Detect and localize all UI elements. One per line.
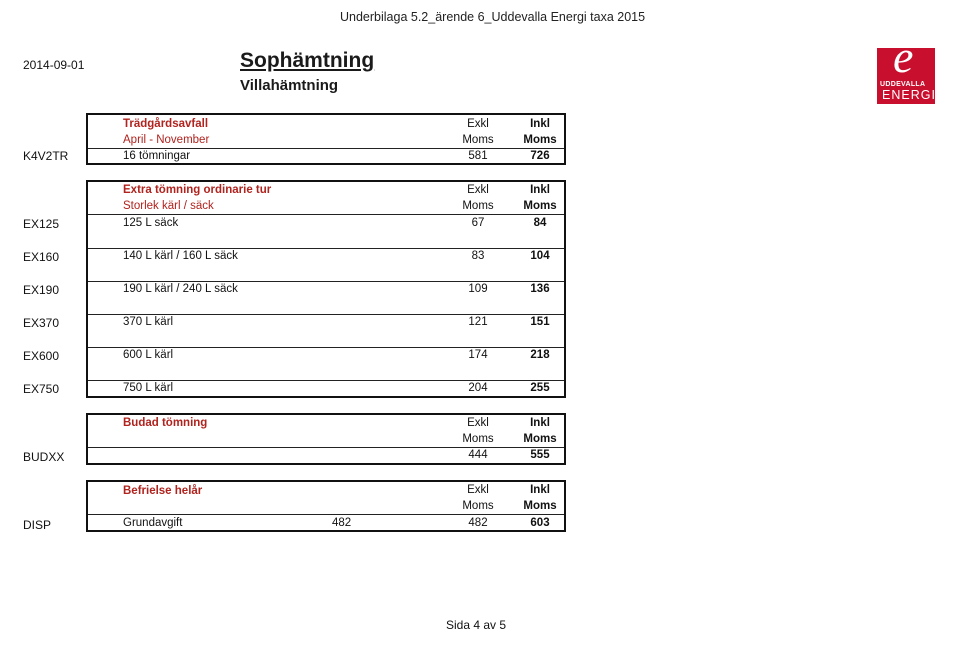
row-exkl: 121 [468,316,488,328]
uddevalla-energi-logo [877,31,936,104]
row-divider [88,380,564,381]
logo-line-1: UDDEVALLA [880,81,926,88]
extra-tomning-table [86,180,566,398]
section-title: Extra tömning ordinarie tur [123,184,272,196]
row-divider [88,248,564,249]
row-label: 750 L kärl [123,382,174,394]
row-divider [88,514,564,515]
code-budxx: BUDXX [23,450,65,464]
row-label: 125 L säck [123,217,179,229]
row-exkl: 83 [471,250,485,262]
row-mid-value: 482 [332,517,352,529]
row-divider [88,281,564,282]
row-exkl: 444 [468,449,488,461]
code-disp: DISP [23,518,52,532]
col-header-inkl: Inkl [530,118,550,130]
code-ex750: EX750 [23,382,60,396]
row-inkl: 84 [533,217,547,229]
col-header-inkl: Inkl [530,484,550,496]
row-label: Grundavgift [123,517,183,529]
row-exkl: 204 [468,382,488,394]
col-header-inkl-moms: Moms [523,433,557,445]
code-ex190: EX190 [23,283,60,297]
col-header-exkl-moms: Moms [462,500,494,512]
row-label: 600 L kärl [123,349,174,361]
section-title: Befrielse helår [123,485,203,497]
row-inkl: 151 [530,316,550,328]
col-header-exkl: Exkl [467,184,489,196]
row-divider [88,347,564,348]
row-exkl: 109 [468,283,488,295]
row-divider [88,447,564,448]
col-header-exkl-moms: Moms [462,200,494,212]
col-header-exkl-moms: Moms [462,433,494,445]
row-inkl: 136 [530,283,550,295]
row-exkl: 581 [468,150,488,162]
col-header-inkl-moms: Moms [523,500,557,512]
document-header-title: Underbilaga 5.2_ärende 6_Uddevalla Energi taxa 2015 [340,10,646,24]
col-header-exkl: Exkl [467,118,489,130]
section-subtitle: Storlek kärl / säck [123,200,214,212]
row-exkl: 174 [468,349,488,361]
col-header-exkl-moms: Moms [462,134,494,146]
logo-letter: e [893,31,914,82]
document-date: 2014-09-01 [23,58,85,72]
section-title: Budad tömning [123,417,208,429]
col-header-exkl: Exkl [467,484,489,496]
code-k4v2tr: K4V2TR [23,149,69,163]
section-subtitle: April - November [123,134,210,146]
col-header-inkl-moms: Moms [523,200,557,212]
page-number: Sida 4 av 5 [446,618,507,632]
page-title: Sophämtning [240,49,375,72]
row-label: 140 L kärl / 160 L säck [123,250,238,262]
col-header-inkl: Inkl [530,184,550,196]
row-inkl: 218 [530,349,550,361]
row-inkl: 104 [530,250,550,262]
budad-tomning-table [86,413,566,465]
tradgardsavfall-table [86,113,566,165]
row-label: 16 tömningar [123,150,191,162]
row-inkl: 255 [530,382,550,394]
page-subtitle: Villahämtning [240,77,339,94]
row-inkl: 603 [530,517,550,529]
row-inkl: 555 [530,449,550,461]
logo-line-2: ENERGI [882,88,936,102]
code-ex600: EX600 [23,349,60,363]
code-ex370: EX370 [23,316,60,330]
code-ex160: EX160 [23,250,60,264]
row-label: 370 L kärl [123,316,174,328]
row-divider [88,214,564,215]
row-inkl: 726 [530,150,550,162]
section-title: Trädgårdsavfall [123,118,209,130]
col-header-inkl: Inkl [530,417,550,429]
row-divider [88,314,564,315]
row-exkl: 482 [468,517,488,529]
code-ex125: EX125 [23,217,60,231]
row-exkl: 67 [471,217,485,229]
row-divider [88,148,564,149]
befrielse-helar-table [86,480,566,532]
col-header-exkl: Exkl [467,417,489,429]
col-header-inkl-moms: Moms [523,134,557,146]
row-label: 190 L kärl / 240 L säck [123,283,238,295]
